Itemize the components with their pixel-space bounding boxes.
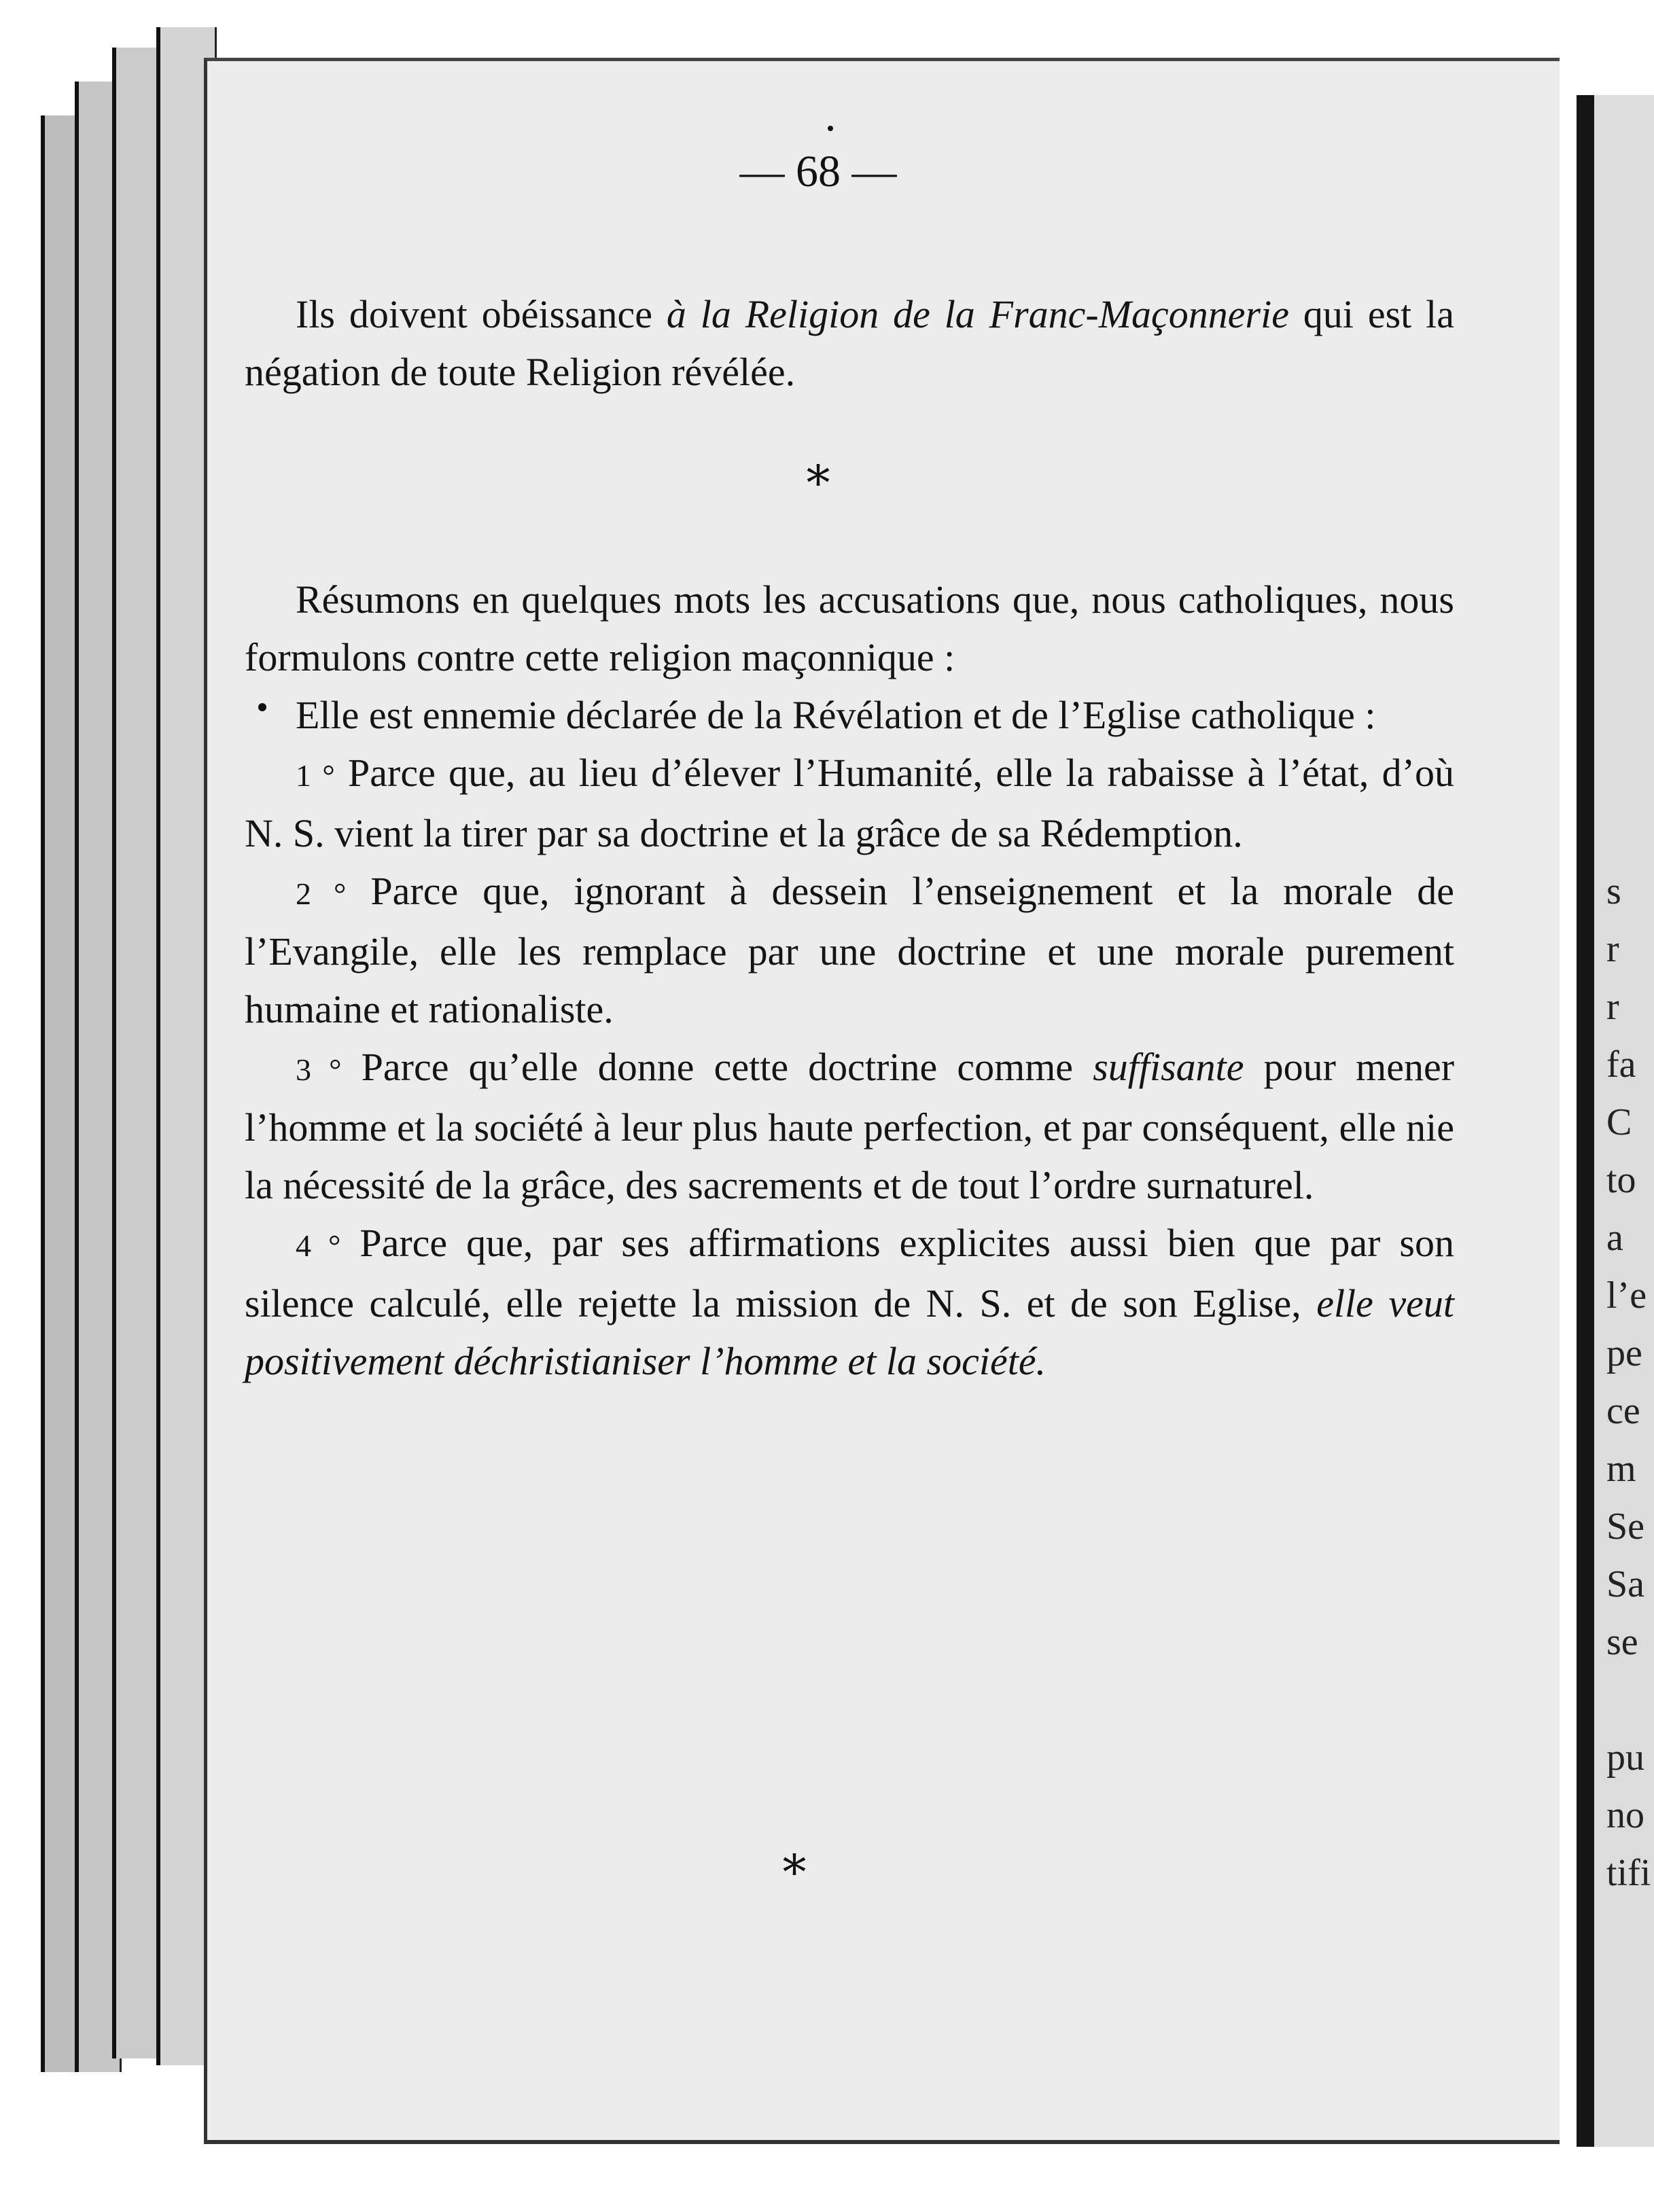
item-2-marker: 2 °	[296, 876, 347, 911]
item-4-text-a: Parce que, par ses affirmations explicites aussi bien que par son silence calculé, elle rejette la mission de N. S. et de son Eglise,	[245, 1221, 1454, 1325]
facing-fragment: l’e	[1606, 1274, 1647, 1317]
item-3-marker: 3 °	[296, 1052, 342, 1087]
facing-fragment: a	[1606, 1217, 1623, 1259]
para1-italic: à la Religion de la Franc-Maçonnerie	[666, 292, 1289, 336]
facing-fragment: fa	[1606, 1043, 1636, 1086]
item-3-italic: suffisante	[1093, 1045, 1244, 1089]
paragraph-obeissance	[245, 285, 1454, 401]
item-3-text-b: pour mener l’homme et la société à leur plus haute perfection, et par conséquent, elle nie la nécessité de la grâce, des sacrements et de tout l’ordre surnaturel.	[245, 1045, 1455, 1207]
page-number: — 68 —	[739, 147, 897, 196]
paragraph-resumons: Résumons en quelques mots les accusations que, nous catholiques, nous formulons contre cette religion maçonnique :	[245, 577, 1454, 679]
item-1-text: Parce que, au lieu d’élever l’Humanité, elle la rabaisse à l’état, d’où N. S. vient la tirer par sa doctrine et la grâce de sa Rédemption.	[245, 751, 1454, 855]
facing-fragment: to	[1606, 1159, 1636, 1201]
para1-text-a: Ils doivent obéissance	[296, 292, 667, 336]
facing-page-edge	[1577, 95, 1654, 2147]
list-item-1	[245, 744, 1454, 862]
list-item-4	[245, 1214, 1454, 1390]
facing-fragment: Se	[1606, 1505, 1644, 1548]
item-1-marker: 1 °	[296, 758, 335, 793]
facing-fragment: no	[1606, 1794, 1644, 1836]
scan-speck	[828, 126, 833, 131]
facing-fragment: pu	[1606, 1736, 1644, 1779]
facing-fragment: C	[1606, 1101, 1632, 1143]
item-2-text: Parce que, ignorant à dessein l’enseignement et la morale de l’Evangile, elle les remplace par une doctrine et une morale purement humaine et rationaliste.	[245, 869, 1454, 1031]
item-3-text-a: Parce qu’elle donne cette doctrine comme	[361, 1045, 1093, 1089]
section-star-2: *	[782, 1844, 807, 1900]
paragraph-ennemie: Elle est ennemie déclarée de la Révélation et de l’Eglise catholique :	[296, 693, 1376, 737]
facing-fragment: ce	[1606, 1390, 1640, 1432]
list-item-3	[245, 1038, 1454, 1214]
facing-fragment: tifi	[1606, 1852, 1651, 1894]
item-4-italic: elle veut positivement déchristianiser l’homme et la société.	[245, 1281, 1454, 1383]
facing-fragment: s	[1606, 870, 1621, 912]
facing-fragment: m	[1606, 1448, 1636, 1490]
facing-fragment: r	[1606, 986, 1619, 1028]
facing-fragment: Sa	[1606, 1563, 1644, 1605]
facing-fragment: r	[1606, 928, 1619, 970]
item-4-marker: 4 °	[296, 1228, 341, 1263]
section-star-1: *	[806, 455, 830, 511]
main-text-block	[245, 571, 1454, 1390]
facing-fragment: se	[1606, 1621, 1638, 1663]
list-item-2	[245, 862, 1454, 1038]
facing-fragment: pe	[1606, 1332, 1642, 1374]
para1-text-b: qui est la négation de toute Religion révélée.	[245, 292, 1455, 394]
